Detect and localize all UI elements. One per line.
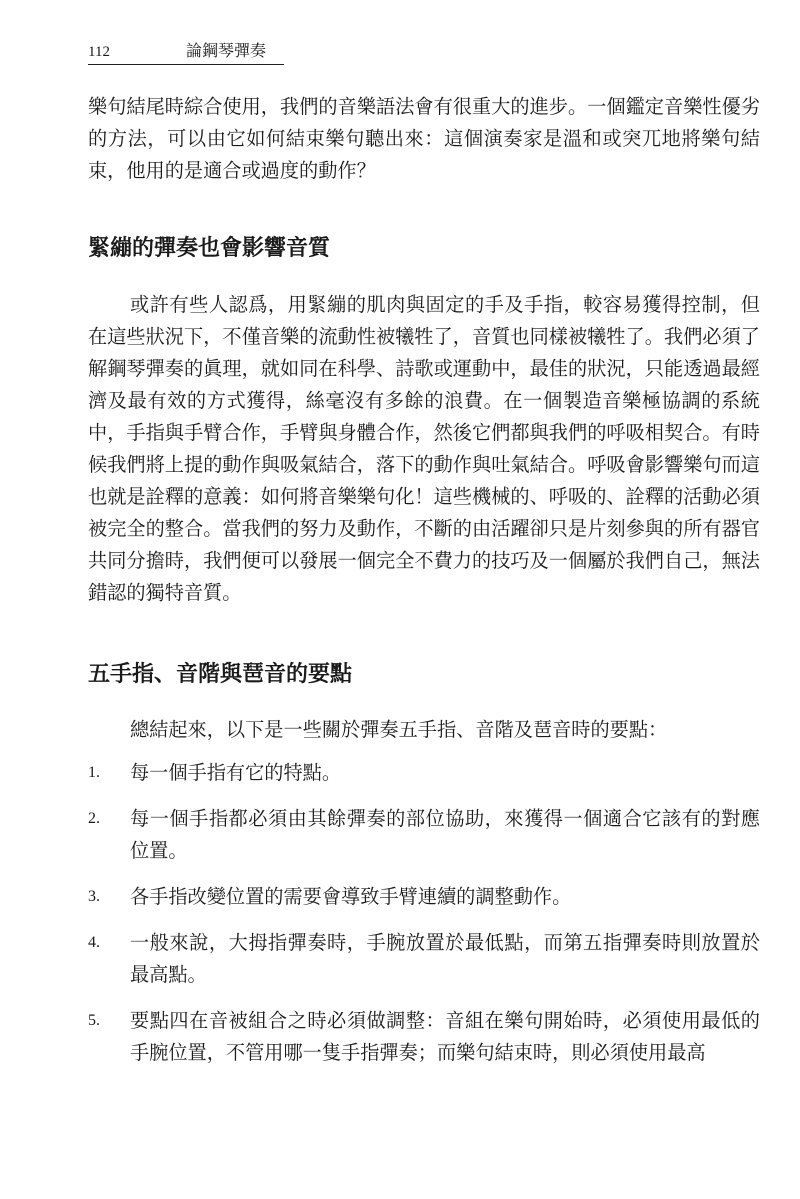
list-item xyxy=(88,881,760,913)
list-item-number: 1. xyxy=(88,764,100,781)
list-item xyxy=(88,757,760,789)
list-item-text: 每一個手指有它的特點。 xyxy=(130,761,342,784)
section-heading-key-points: 五手指、音階與琶音的要點 xyxy=(88,661,353,687)
list-item-number: 5. xyxy=(88,1012,100,1029)
book-page xyxy=(88,0,760,1199)
list-item-text: 每一個手指都必須由其餘彈奏的部位協助，來獲得一個適合它該有的對應位置。 xyxy=(130,807,760,862)
list-item xyxy=(88,803,760,867)
key-points-list xyxy=(88,757,760,1083)
list-item xyxy=(88,1005,760,1069)
section-paragraph-tense-playing: 或許有些人認爲，用緊繃的肌肉與固定的手及手指，較容易獲得控制，但在這些狀況下，不僅音樂的流動性被犧牲了，音質也同樣被犧牲了。我們必須了解鋼琴彈奏的眞理，就如同在科學、詩歌或運動中，最佳的狀況，只能透過最經濟及最有效的方式獲得，絲毫沒有多餘的浪費。在一個製造音樂極協調的系統中，手指與手臂合作，手臂與身體合作，然後它們都與我們的呼吸相契合。有時候我們將上提的動作與吸氣結合，落下的動作與吐氣結合。呼吸會影響樂句而這也就是詮釋的意義：如何將音樂樂句化！這些機械的、呼吸的、詮釋的活動必須被完全的整合。當我們的努力及動作，不斷的由活躍卻只是片刻參與的所有器官共同分擔時，我們便可以發展一個完全不費力的技巧及一個屬於我們自己，無法錯認的獨特音質。 xyxy=(88,293,760,604)
list-item-text: 各手指改變位置的需要會導致手臂連續的調整動作。 xyxy=(130,885,572,908)
list-item xyxy=(88,927,760,991)
list-item-text: 要點四在音被組合之時必須做調整：音組在樂句開始時，必須使用最低的手腕位置，不管用哪一隻手指彈奏；而樂句結束時，則必須使用最高 xyxy=(130,1009,760,1064)
book-title: 論鋼琴彈奏 xyxy=(186,41,267,60)
running-header xyxy=(88,38,284,65)
page-number: 112 xyxy=(88,44,110,60)
list-item-number: 2. xyxy=(88,810,100,827)
list-item-text: 一般來說，大拇指彈奏時，手腕放置於最低點，而第五指彈奏時則放置於最高點。 xyxy=(130,931,760,986)
section-heading-tense-playing: 緊繃的彈奏也會影響音質 xyxy=(88,235,331,261)
section-intro-key-points: 總結起來，以下是一些關於彈奏五手指、音階及琶音時的要點： xyxy=(130,718,668,741)
list-item-number: 3. xyxy=(88,888,100,905)
intro-paragraph: 樂句結尾時綜合使用，我們的音樂語法會有很重大的進步。一個鑑定音樂性優劣的方法，可以由它如何結束樂句聽出來：這個演奏家是溫和或突兀地將樂句結束，他用的是適合或過度的動作？ xyxy=(88,95,760,182)
list-item-number: 4. xyxy=(88,934,100,951)
